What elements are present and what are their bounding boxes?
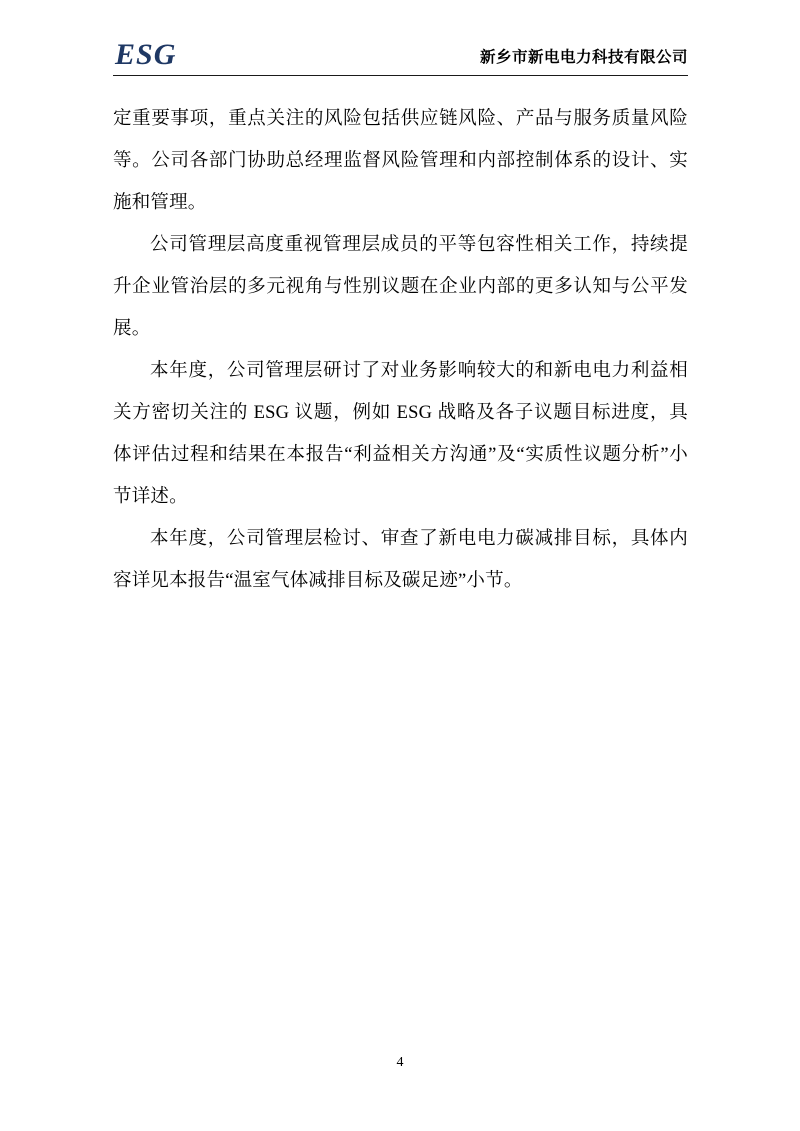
paragraph-3: 本年度，公司管理层研讨了对业务影响较大的和新电电力利益相关方密切关注的 ESG 议题，例如 ESG 战略及各子议题目标进度，具体评估过程和结果在本报告“利益相关方沟通”及“实质性议题分析”小节详述。 bbox=[113, 361, 688, 507]
paragraph-2: 公司管理层高度重视管理层成员的平等包容性相关工作，持续提升企业管治层的多元视角与性别议题在企业内部的更多认知与公平发展。 bbox=[113, 235, 688, 339]
header-company-name: 新乡市新电电力科技有限公司 bbox=[479, 49, 688, 66]
body-text bbox=[113, 98, 688, 602]
esg-logo: ESG bbox=[115, 38, 177, 71]
paragraph-4: 本年度，公司管理层检讨、审查了新电电力碳减排目标，具体内容详见本报告“温室气体减排目标及碳足迹”小节。 bbox=[113, 529, 688, 591]
paragraph-1: 定重要事项，重点关注的风险包括供应链风险、产品与服务质量风险等。公司各部门协助总经理监督风险管理和内部控制体系的设计、实施和管理。 bbox=[113, 109, 688, 213]
page-content bbox=[113, 40, 688, 602]
page-number: 4 bbox=[396, 1055, 404, 1070]
page-header bbox=[113, 40, 688, 76]
